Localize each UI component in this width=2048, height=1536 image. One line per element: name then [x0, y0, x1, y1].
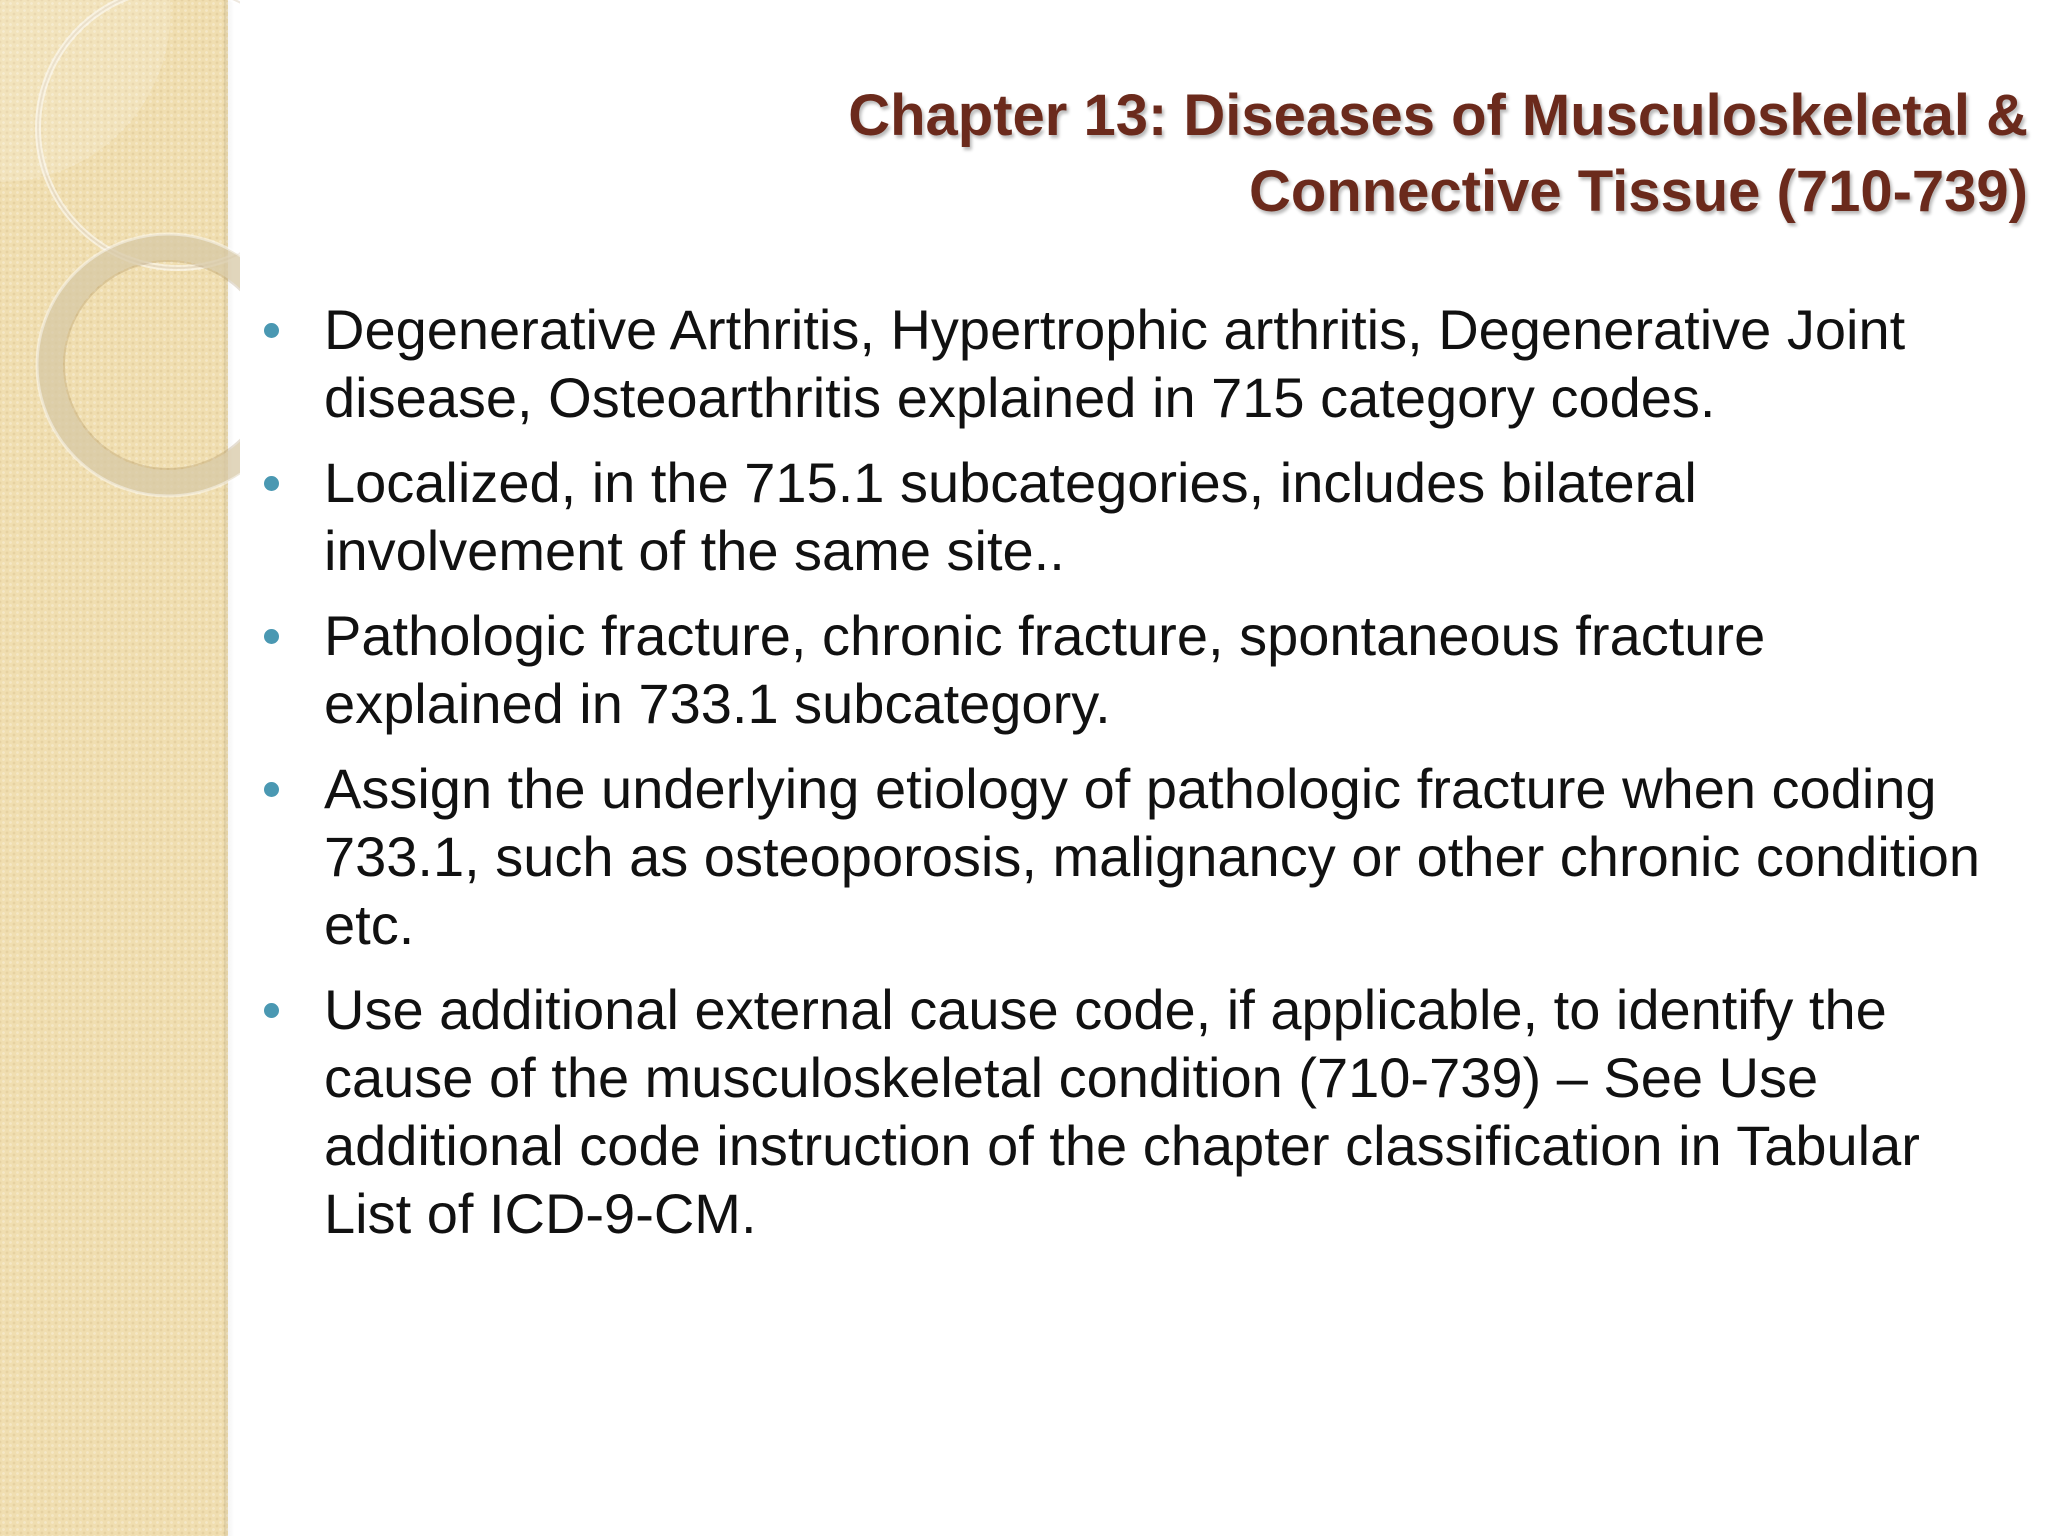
bullet-dot-icon — [264, 323, 279, 338]
bullet-item — [264, 449, 2004, 585]
bullet-dot-icon — [264, 1003, 279, 1018]
bullet-text: Degenerative Arthritis, Hypertrophic arthritis, Degenerative Joint disease, Osteoarthritis explained in 715 category codes. — [324, 298, 1906, 429]
bullet-dot-icon — [264, 629, 279, 644]
slide-title — [628, 78, 2028, 230]
bullet-item — [264, 976, 2004, 1248]
bullet-dot-icon — [264, 782, 279, 797]
bullet-text: Localized, in the 715.1 subcategories, includes bilateral involvement of the same site.. — [324, 451, 1697, 582]
bullet-text: Pathologic fracture, chronic fracture, spontaneous fracture explained in 733.1 subcategory. — [324, 604, 1766, 735]
decorative-rings — [0, 0, 240, 520]
title-line-1: Chapter 13: Diseases of Musculoskeletal & — [848, 83, 2028, 148]
bullet-item — [264, 602, 2004, 738]
bullet-item — [264, 296, 2004, 432]
title-line-2: Connective Tissue (710-739) — [1248, 159, 2028, 224]
bullet-text: Use additional external cause code, if applicable, to identify the cause of the musculoskeletal condition (710-739) – See Use additional code instruction of the chapter classification in Tabular List of ICD-9-CM. — [324, 978, 1920, 1245]
bullet-text: Assign the underlying etiology of pathologic fracture when coding 733.1, such as osteoporosis, malignancy or other chronic condition etc. — [324, 757, 1981, 956]
bullet-dot-icon — [264, 476, 279, 491]
bullet-item — [264, 755, 2004, 959]
bullet-list — [264, 296, 2004, 1265]
